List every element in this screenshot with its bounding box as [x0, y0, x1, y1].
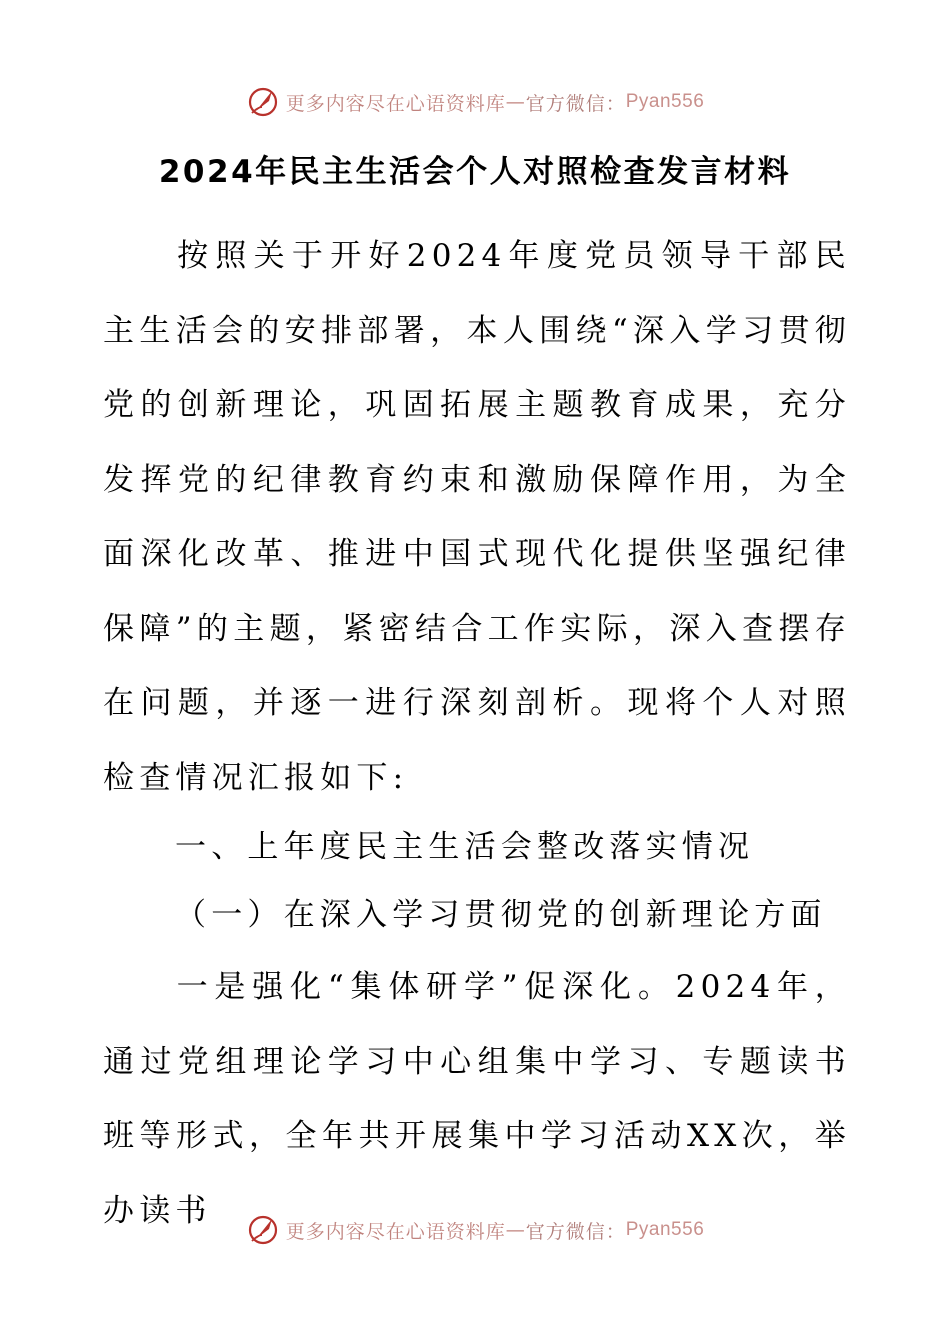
paragraph-study: [103, 950, 851, 1248]
document-title: 2024年民主生活会个人对照检查发言材料: [158, 154, 792, 190]
watermark-label: 官方微信：: [525, 1220, 626, 1243]
quill-logo-icon: [246, 85, 280, 119]
quill-logo-icon: [246, 1213, 280, 1247]
watermark-id: Pyan556: [625, 1219, 705, 1240]
paragraph-intro: [103, 219, 851, 815]
watermark-id: Pyan556: [625, 91, 705, 112]
section-heading-1-text: 一、上年度民主生活会整改落实情况: [175, 829, 755, 865]
paragraph-study-text: 一是强化“集体研学”促深化。2024年，通过党组理论学习中心组集中学习、专题读书班等形式，全年共开展集中学习活动XX次，举办读书: [103, 969, 851, 1229]
watermark-text: 更多内容尽在心语资料库: [285, 92, 506, 115]
section-heading-1: [103, 812, 851, 882]
watermark-banner-bottom: [0, 1210, 950, 1250]
watermark-dash: —: [505, 1219, 526, 1241]
paragraph-intro-text: 按照关于开好2024年度党员领导干部民主生活会的安排部署，本人围绕“深入学习贯彻党的创新理论，巩固拓展主题教育成果，充分发挥党的纪律教育约束和激励保障作用，为全面深化改革、推进中国式现代化提供坚强纪律保障”的主题，紧密结合工作实际，深入查摆存在问题，并逐一进行深刻剖析。现将个人对照检查情况汇报如下:: [103, 238, 851, 796]
subsection-heading-1: [103, 880, 851, 950]
watermark-dash: —: [505, 91, 526, 113]
watermark-banner-top: [0, 82, 950, 122]
watermark-text: 更多内容尽在心语资料库: [285, 1220, 506, 1243]
watermark-label: 官方微信：: [525, 92, 626, 115]
subsection-heading-1-text: （一）在深入学习贯彻党的创新理论方面: [175, 897, 827, 933]
